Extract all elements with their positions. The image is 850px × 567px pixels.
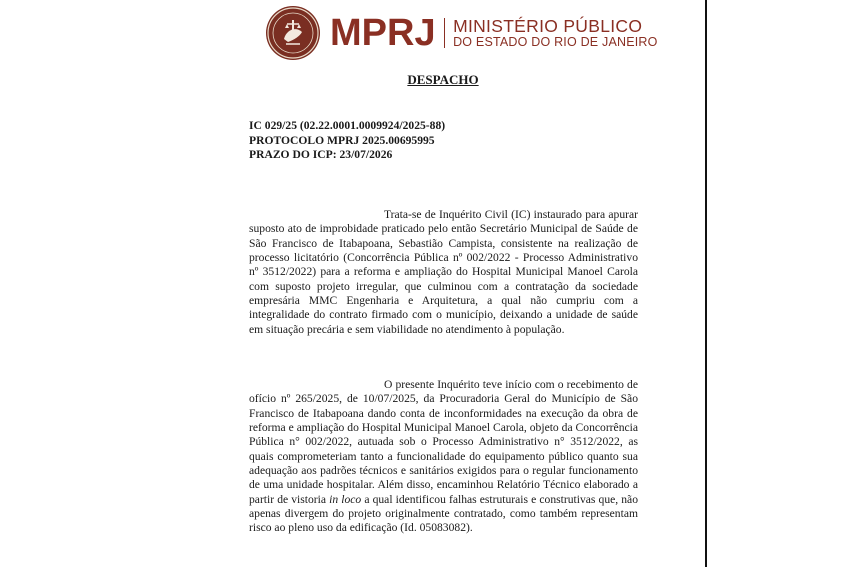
logo-divider xyxy=(444,18,446,48)
paragraph-2-italic: in loco xyxy=(329,492,362,506)
deadline: PRAZO DO ICP: 23/07/2026 xyxy=(249,148,393,162)
paragraph-1: Trata-se de Inquérito Civil (IC) instaurado para apurar suposto ato de improbidade praticado pelo então Secretário Municipal de Saúde de São Francisco de Itabapoana, Sebastião Campista, consistente na realização de processo licitatório (Concorrência Pública nº 002/2022 - Processo Administrativo nº 3512/2022) para a reforma e ampliação do Hospital Municipal Manoel Carola com suposto projeto irregular, que culminou com a contratação da sociedade empresária MMC Engenharia e Arquitetura, a qual não cumpriu com a integralidade do contrato firmado com o município, deixando a unidade de saúde em situação precária e sem viabilidade no atendimento à população. xyxy=(249,208,638,336)
page-edge-divider xyxy=(705,0,707,567)
paragraph-2-text-b: a qual identificou falhas estruturais e construtivas que, não apenas divergem do projeto originalmente contratado, como também representam risco ao pleno uso da edificação (Id. 05083082). xyxy=(249,492,638,535)
org-name-line2: DO ESTADO DO RIO DE JANEIRO xyxy=(453,35,658,50)
mprj-seal-icon xyxy=(266,6,320,60)
mprj-logo-text: MPRJ xyxy=(330,12,436,54)
process-identifiers xyxy=(249,119,445,163)
org-name-line1: MINISTÉRIO PÚBLICO xyxy=(453,15,643,36)
inquiry-number: IC 029/25 (02.22.0001.0009924/2025-88) xyxy=(249,119,446,132)
organization-name xyxy=(453,17,658,50)
protocol-number: PROTOCOLO MPRJ 2025.00695995 xyxy=(249,133,435,147)
letterhead xyxy=(266,6,658,60)
paragraph-2 xyxy=(249,378,638,536)
document-title: DESPACHO xyxy=(407,72,479,87)
paragraph-2-text-a: O presente Inquérito teve início com o recebimento de ofício nº 265/2025, de 10/07/2025, da Procuradoria Geral do Município de São Francisco de Itabapoana dando conta de inconformidades na execução da obra de reforma e ampliação do Hospital Municipal Manoel Carola, objeto da Concorrência Pública n° 002/2022, autuada sob o Processo Administrativo n° 3512/2022, as quais comprometeriam tanto a funcionalidade do equipamento público quanto sua adequação aos padrões técnicos e sanitários exigidos para o regular funcionamento de uma unidade hospitalar. Além disso, encaminhou Relatório Técnico elaborado a partir de vistoria xyxy=(249,378,638,506)
